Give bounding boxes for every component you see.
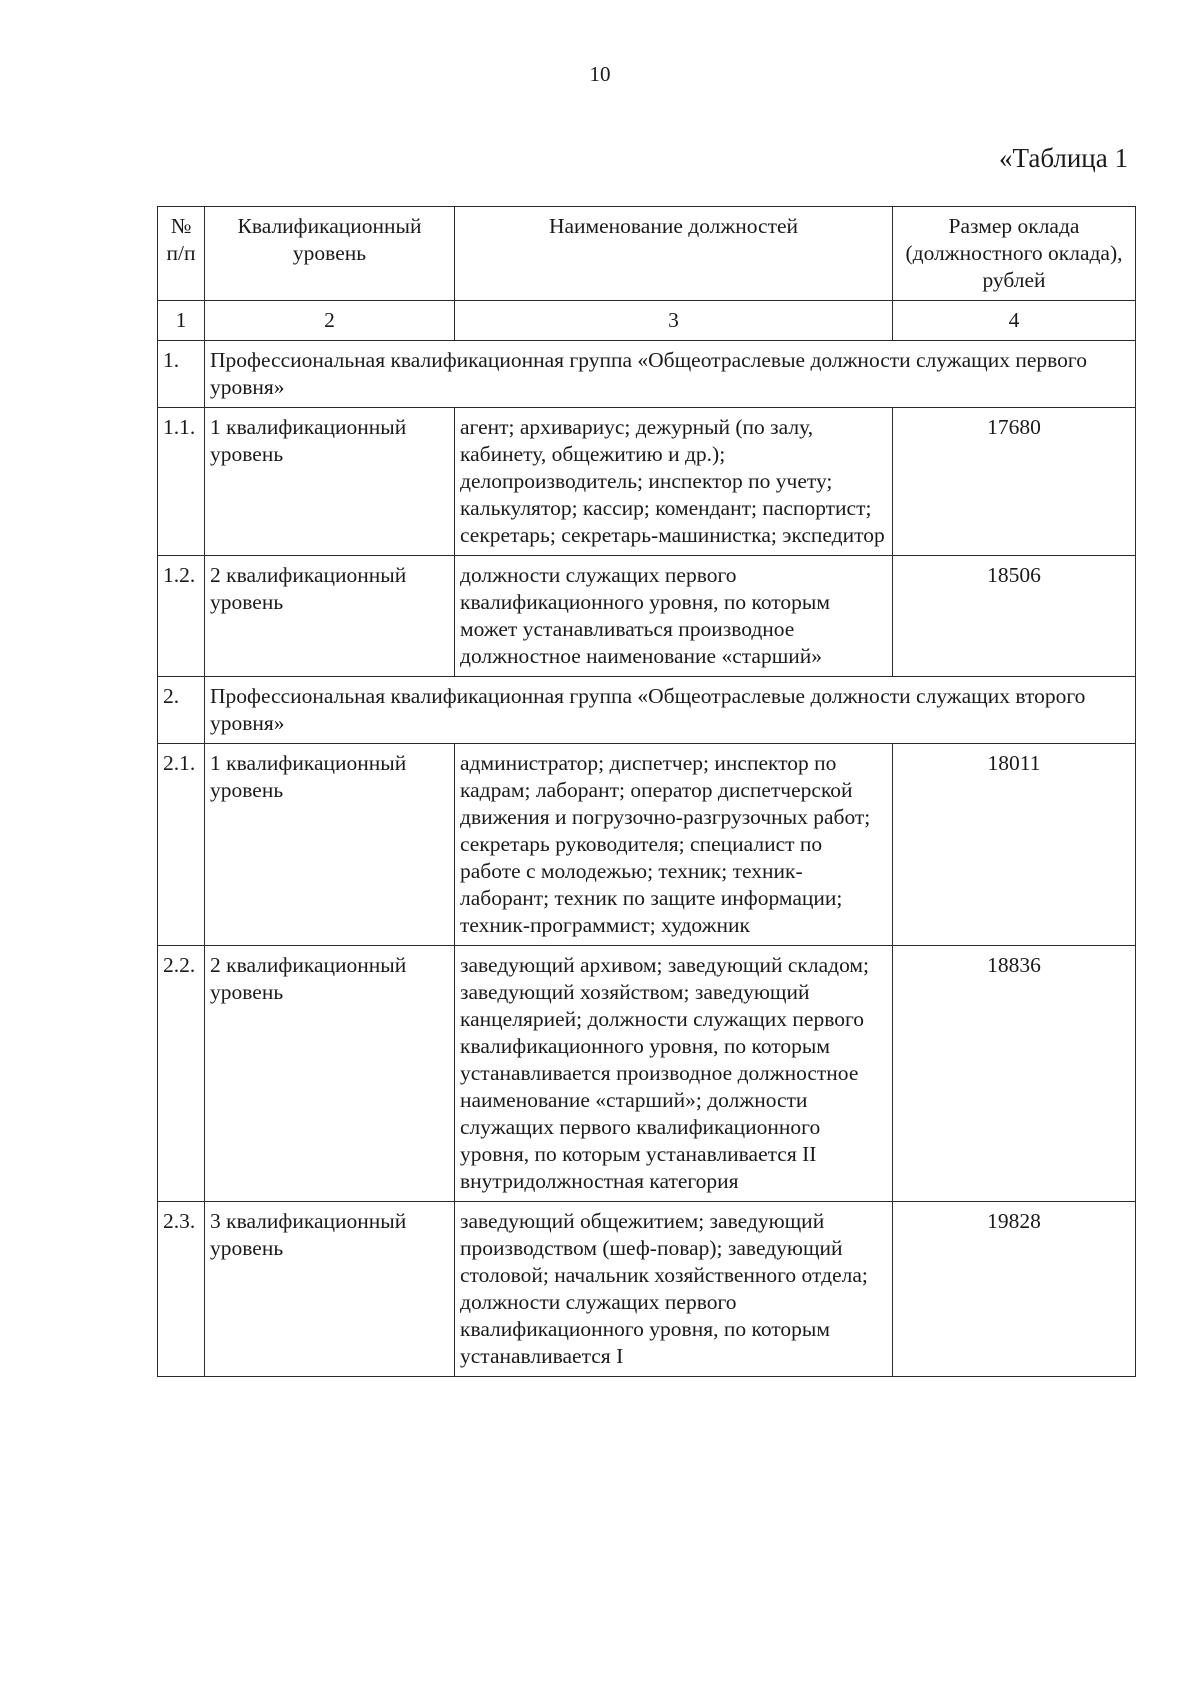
row-number: 2.3. <box>158 1202 205 1377</box>
table-caption: «Таблица 1 <box>999 143 1128 173</box>
salary-value: 19828 <box>893 1202 1136 1377</box>
qualification-level: 2 квалификационный уровень <box>205 946 455 1202</box>
position-names: администратор; диспетчер; инспектор по кадрам; лаборант; оператор диспетчерской движения и погрузочно-разгрузочных работ; секретарь руководителя; специалист по работе с молодежью; техник; техник-лаборант; техник по защите информации; техник-программист; художник <box>455 744 893 946</box>
qualification-level: 3 квалификационный уровень <box>205 1202 455 1377</box>
header-names: Наименование должностей <box>455 207 893 301</box>
header-salary: Размер оклада (должностного оклада), рублей <box>893 207 1136 301</box>
row-number: 2.1. <box>158 744 205 946</box>
group-title: Профессиональная квалификационная группа «Общеотраслевые должности служащих первого уровня» <box>205 341 1136 408</box>
position-names: заведующий архивом; заведующий складом; заведующий хозяйством; заведующий канцелярией; должности служащих первого квалификационного уровня, по которым устанавливается производное должностное наименование «старший»; должности служащих первого квалификационного уровня, по которым устанавливается II внутридолжностная категория <box>455 946 893 1202</box>
row-number: 1.1. <box>158 408 205 556</box>
group-row <box>158 677 1136 744</box>
column-index: 4 <box>893 301 1136 341</box>
salary-table <box>157 206 1136 1377</box>
row-number: 1.2. <box>158 556 205 677</box>
row-number: 1. <box>158 341 205 408</box>
header-level: Квалификационный уровень <box>205 207 455 301</box>
table-row <box>158 408 1136 556</box>
position-names: агент; архивариус; дежурный (по залу, кабинету, общежитию и др.); делопроизводитель; инспектор по учету; калькулятор; кассир; комендант; паспортист; секретарь; секретарь-машинистка; экспедитор <box>455 408 893 556</box>
salary-value: 17680 <box>893 408 1136 556</box>
group-row <box>158 341 1136 408</box>
position-names: должности служащих первого квалификационного уровня, по которым может устанавливаться производное должностное наименование «старший» <box>455 556 893 677</box>
table-row <box>158 556 1136 677</box>
salary-value: 18836 <box>893 946 1136 1202</box>
table-row <box>158 744 1136 946</box>
column-index: 1 <box>158 301 205 341</box>
position-names: заведующий общежитием; заведующий производством (шеф-повар); заведующий столовой; начальник хозяйственного отдела; должности служащих первого квалификационного уровня, по которым устанавливается I <box>455 1202 893 1377</box>
column-index: 2 <box>205 301 455 341</box>
salary-value: 18506 <box>893 556 1136 677</box>
table-header-row <box>158 207 1136 301</box>
header-num: № п/п <box>158 207 205 301</box>
qualification-level: 1 квалификационный уровень <box>205 744 455 946</box>
row-number: 2. <box>158 677 205 744</box>
column-index-row <box>158 301 1136 341</box>
salary-value: 18011 <box>893 744 1136 946</box>
table-row <box>158 946 1136 1202</box>
page-number: 10 <box>589 62 611 86</box>
table-row <box>158 1202 1136 1377</box>
column-index: 3 <box>455 301 893 341</box>
qualification-level: 1 квалификационный уровень <box>205 408 455 556</box>
group-title: Профессиональная квалификационная группа «Общеотраслевые должности служащих второго уровня» <box>205 677 1136 744</box>
qualification-level: 2 квалификационный уровень <box>205 556 455 677</box>
row-number: 2.2. <box>158 946 205 1202</box>
